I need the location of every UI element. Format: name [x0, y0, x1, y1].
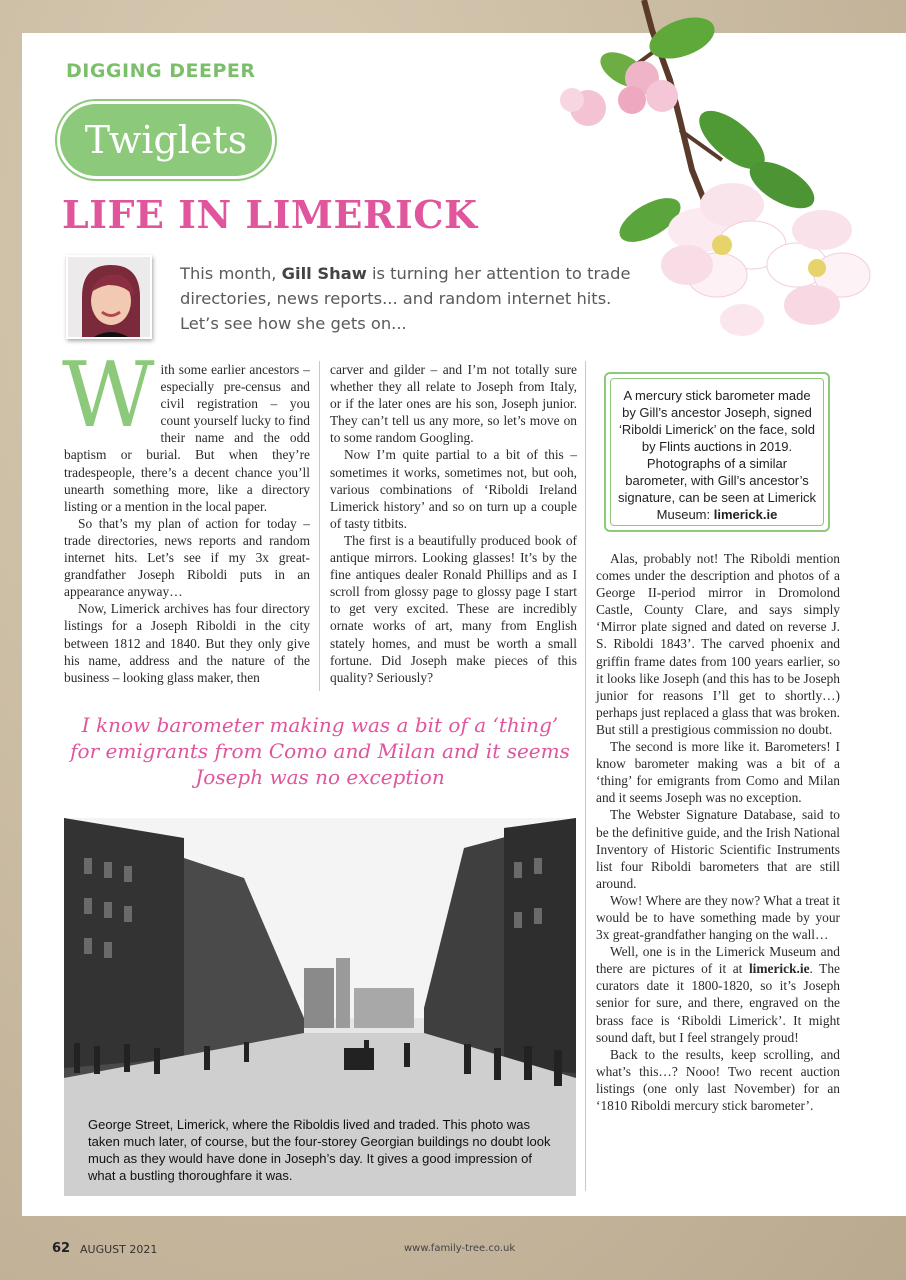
- series-badge: [60, 104, 272, 176]
- body-paragraph: Alas, probably not! The Riboldi mention comes under the description and photos of a George II-period mirror in Dromolond Castle, County Clare, and says simply ‘Mirror plate signed and dated on reverse J. S. Riboldi 1843’. The carved phoenix and griffin frame dates from 100 years earlier, so it looks like Joseph (and this has to be Joseph junior for reasons I’ll get to shortly…) perhaps just replaced a glass that was broken. But still a prestigious commission no doubt.: [596, 551, 840, 737]
- body-paragraph: The first is a beautifully produced book of antique mirrors. Looking glasses! It’s by the fine antiques dealer Ronald Phillips and as I scroll from glossy page to glossy page I start to get very excited. These are incredibly ornate works of art, many from English stately homes, and must be worth a small fortune. Did Joseph make pieces of this quality? Seriously?: [330, 532, 577, 685]
- body-paragraph: The Webster Signature Database, said to be the definitive guide, and the Irish National Inventory of Historic Scientific Instruments list four Riboldi barometers that are still around.: [596, 807, 840, 891]
- barometer-caption: A mercury stick barometer made by Gill’s ancestor Joseph, signed ‘Riboldi Limerick’ on the face, sold by Flints auctions in 2019. Photographs of a similar barometer, with Gill’s ancestor’s signature, can be seen at Limerick Museum: limerick.ie: [610, 378, 824, 526]
- page-number: 62: [52, 1241, 71, 1256]
- body-paragraph: So that’s my plan of action for today – trade directories, news reports and random internet hits. Let’s see if my 3x great-grandfather Joseph Riboldi puts in an appearance anyway…: [64, 515, 310, 600]
- body-paragraph: Well, one is in the Limerick Museum and there are pictures of it at limerick.ie. The curators date it 1800-1820, so it’s Joseph senior for sure, and there, engraved on the brass face is ‘Riboldi Limerick’. It might sound daft, but I feel strangely proud!: [596, 944, 840, 1045]
- body-paragraph: Back to the results, keep scrolling, and what’s this…? Nooo! Two recent auction listings (one only last November) for an ‘1810 Riboldi mercury stick barometer’.: [596, 1046, 840, 1113]
- george-street-photo: [64, 818, 576, 1196]
- pull-quote: I know barometer making was a bit of a ‘thing’ for emigrants from Como and Milan and it seems Joseph was no exception: [70, 713, 570, 789]
- body-column-1: [62, 343, 310, 686]
- section-label: DIGGING DEEPER: [66, 60, 256, 82]
- author-name: Gill Shaw: [281, 264, 367, 283]
- issue-date: AUGUST 2021: [80, 1243, 158, 1256]
- website-url[interactable]: www.family-tree.co.uk: [404, 1243, 516, 1254]
- body-paragraph: Wow! Where are they now? What a treat it would be to have something made by your 3x great-grandfather hanging on the wall…: [596, 892, 840, 943]
- museum-link[interactable]: limerick.ie: [748, 961, 810, 977]
- body-paragraph: The second is more like it. Barometers! I know barometer making was a bit of a ‘thing’ for emigrants from Como and Milan and it seems Joseph was no exception.: [596, 739, 840, 806]
- barometer-caption-box: [604, 372, 830, 532]
- body-paragraph: Now, Limerick archives has four directory listings for a Joseph Riboldi in the city between 1812 and 1840. But they only give his name, address and the nature of the business – looking glass maker, then: [64, 601, 310, 685]
- photo-caption: George Street, Limerick, where the Riboldis lived and traded. This photo was taken much later, of course, but the four-storey Georgian buildings no doubt look much as they would have done in Joseph’s day. It gives a good impression of what a bustling thoroughfare it was.: [88, 1117, 551, 1183]
- caption-link[interactable]: limerick.ie: [713, 507, 778, 522]
- headline: LIFE IN LIMERICK: [62, 192, 478, 237]
- body-paragraph: Now I’m quite partial to a bit of this – sometimes it works, sometimes not, but ooh, various combinations of ‘Riboldi Ireland Limerick history’ and so on turn up a couple of tasty titbits.: [330, 447, 577, 531]
- body-column-2: [330, 361, 577, 686]
- standfirst: This month, Gill Shaw is turning her attention to trade directories, news reports... and random internet hits. Let’s see how she gets on...: [180, 264, 631, 333]
- drop-cap: W: [62, 343, 155, 448]
- body-column-3: [596, 550, 840, 1114]
- author-photo: [66, 255, 152, 339]
- column-rule: [585, 361, 586, 1191]
- column-rule: [319, 361, 320, 691]
- body-paragraph: With some earlier ancestors – especially pre-census and civil registration – you count yourself lucky to find their name and the odd baptism or burial. But when they’re tradespeople, there’s a decent chance you’ll unearth something more, like a directory listing or a mention in the local paper.: [62, 343, 310, 514]
- series-title: Twiglets: [84, 118, 248, 162]
- body-paragraph: carver and gilder – and I’m not totally sure whether they all relate to Joseph from Italy, or if the later ones are his son, Joseph junior. They can’t tell us any more, so let’s move on to some random Googling.: [330, 362, 577, 446]
